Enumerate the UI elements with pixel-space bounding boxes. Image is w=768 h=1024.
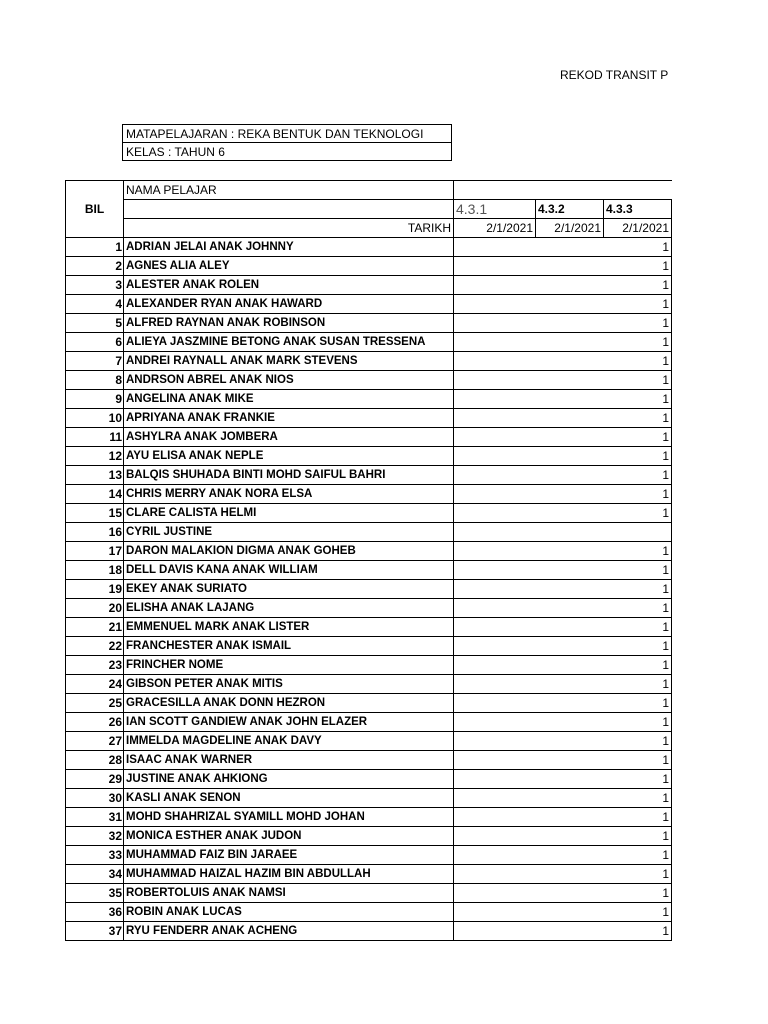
student-number-cell[interactable]: 35 [66,884,124,903]
page-title: REKOD TRANSIT P [560,68,669,82]
student-number-cell[interactable]: 20 [66,599,124,618]
student-name-cell[interactable]: ROBERTOLUIS ANAK NAMSI [124,884,454,903]
mark-cell[interactable]: 1 [454,789,672,808]
student-name-cell[interactable]: ALEXANDER RYAN ANAK HAWARD [124,295,454,314]
student-name-cell[interactable]: ANDREI RAYNALL ANAK MARK STEVENS [124,352,454,371]
table-row [66,751,672,770]
student-name-cell[interactable]: CLARE CALISTA HELMI [124,504,454,523]
mark-cell[interactable]: 1 [454,827,672,846]
student-name-cell[interactable]: GIBSON PETER ANAK MITIS [124,675,454,694]
mark-cell[interactable]: 1 [454,238,672,257]
student-number-cell[interactable]: 27 [66,732,124,751]
mark-cell[interactable]: 1 [454,295,672,314]
student-name-cell[interactable]: BALQIS SHUHADA BINTI MOHD SAIFUL BAHRI [124,466,454,485]
table-row [66,523,672,542]
student-number-cell[interactable]: 7 [66,352,124,371]
table-row [66,732,672,751]
mark-cell[interactable]: 1 [454,732,672,751]
table-row [66,466,672,485]
mark-cell[interactable]: 1 [454,713,672,732]
student-number-cell[interactable]: 8 [66,371,124,390]
student-record-table [65,180,672,941]
student-name-cell[interactable]: AYU ELISA ANAK NEPLE [124,447,454,466]
column-date-3: 2/1/2021 [604,219,672,238]
student-name-cell[interactable]: ALFRED RAYNAN ANAK ROBINSON [124,314,454,333]
student-number-cell[interactable]: 5 [66,314,124,333]
info-table [122,124,452,161]
student-number-cell[interactable]: 21 [66,618,124,637]
student-number-cell[interactable]: 25 [66,694,124,713]
student-number-cell[interactable]: 26 [66,713,124,732]
table-row [66,447,672,466]
student-name-cell[interactable]: CYRIL JUSTINE [124,523,454,542]
mark-cell[interactable]: 1 [454,485,672,504]
mark-cell[interactable]: 1 [454,656,672,675]
mark-cell[interactable]: 1 [454,903,672,922]
student-name-cell[interactable]: ANGELINA ANAK MIKE [124,390,454,409]
student-number-cell[interactable]: 14 [66,485,124,504]
subheader-blank-cell [124,200,454,219]
mark-cell[interactable]: 1 [454,333,672,352]
mark-cell[interactable]: 1 [454,352,672,371]
student-name-cell[interactable]: AGNES ALIA ALEY [124,257,454,276]
table-row [66,504,672,523]
student-number-cell[interactable]: 18 [66,561,124,580]
student-name-cell[interactable]: ALIEYA JASZMINE BETONG ANAK SUSAN TRESSENA [124,333,454,352]
table-row [66,808,672,827]
student-name-cell[interactable]: CHRIS MERRY ANAK NORA ELSA [124,485,454,504]
student-number-cell[interactable]: 32 [66,827,124,846]
student-number-cell[interactable]: 11 [66,428,124,447]
table-row [66,713,672,732]
student-number-cell[interactable]: 1 [66,238,124,257]
student-name-cell[interactable]: APRIYANA ANAK FRANKIE [124,409,454,428]
mark-cell[interactable]: 1 [454,371,672,390]
table-row [66,694,672,713]
student-number-cell[interactable]: 29 [66,770,124,789]
student-name-cell[interactable]: IAN SCOTT GANDIEW ANAK JOHN ELAZER [124,713,454,732]
mark-cell[interactable]: 1 [454,618,672,637]
table-row [66,903,672,922]
table-row [66,314,672,333]
student-number-cell[interactable]: 12 [66,447,124,466]
student-name-cell[interactable]: MUHAMMAD FAIZ BIN JARAEE [124,846,454,865]
mark-cell[interactable]: 1 [454,580,672,599]
student-name-cell[interactable]: ANDRSON ABREL ANAK NIOS [124,371,454,390]
mark-cell[interactable]: 1 [454,409,672,428]
student-name-cell[interactable]: DARON MALAKION DIGMA ANAK GOHEB [124,542,454,561]
table-row [66,409,672,428]
student-name-cell[interactable]: FRINCHER NOME [124,656,454,675]
table-row [66,352,672,371]
column-code-3: 4.3.3 [604,200,672,219]
table-row [66,257,672,276]
student-number-cell[interactable]: 37 [66,922,124,941]
mark-cell[interactable]: 1 [454,599,672,618]
student-number-cell[interactable]: 6 [66,333,124,352]
mark-cell[interactable]: 1 [454,428,672,447]
student-number-cell[interactable]: 13 [66,466,124,485]
student-name-cell[interactable]: KASLI ANAK SENON [124,789,454,808]
table-row [66,599,672,618]
mark-cell[interactable]: 1 [454,865,672,884]
student-number-cell[interactable]: 24 [66,675,124,694]
student-number-cell[interactable]: 28 [66,751,124,770]
header-blank-cell [454,181,672,200]
mark-cell[interactable]: 1 [454,884,672,903]
mark-cell[interactable]: 1 [454,561,672,580]
student-name-cell[interactable]: ROBIN ANAK LUCAS [124,903,454,922]
mark-cell[interactable]: 1 [454,390,672,409]
table-row [66,637,672,656]
mark-cell[interactable]: 1 [454,694,672,713]
student-number-cell[interactable]: 9 [66,390,124,409]
table-row [66,542,672,561]
student-number-cell[interactable]: 31 [66,808,124,827]
table-row [66,295,672,314]
mark-cell[interactable]: 1 [454,808,672,827]
student-number-cell[interactable]: 33 [66,846,124,865]
student-name-cell[interactable]: ASHYLRA ANAK JOMBERA [124,428,454,447]
table-row [66,561,672,580]
student-name-cell[interactable]: EKEY ANAK SURIATO [124,580,454,599]
mark-cell[interactable]: 1 [454,770,672,789]
student-name-cell[interactable]: MUHAMMAD HAIZAL HAZIM BIN ABDULLAH [124,865,454,884]
student-name-cell[interactable]: FRANCHESTER ANAK ISMAIL [124,637,454,656]
subject-cell[interactable]: MATAPELAJARAN : REKA BENTUK DAN TEKNOLOGI [123,125,452,143]
table-row [66,428,672,447]
mark-cell[interactable]: 1 [454,314,672,333]
table-row [66,922,672,941]
student-number-cell[interactable]: 22 [66,637,124,656]
student-name-cell[interactable]: ISAAC ANAK WARNER [124,751,454,770]
table-row [66,846,672,865]
mark-cell[interactable]: 1 [454,447,672,466]
student-number-cell[interactable]: 19 [66,580,124,599]
table-row [66,618,672,637]
mark-cell[interactable]: 1 [454,637,672,656]
student-name-cell[interactable]: JUSTINE ANAK AHKIONG [124,770,454,789]
table-row [66,390,672,409]
student-number-cell[interactable]: 34 [66,865,124,884]
student-number-cell[interactable]: 30 [66,789,124,808]
student-name-cell[interactable]: ALESTER ANAK ROLEN [124,276,454,295]
student-name-cell[interactable]: ADRIAN JELAI ANAK JOHNNY [124,238,454,257]
table-row [66,580,672,599]
bil-header: BIL [66,181,124,238]
student-number-cell[interactable]: 15 [66,504,124,523]
student-number-cell[interactable]: 36 [66,903,124,922]
table-row [66,485,672,504]
column-code-2: 4.3.2 [536,200,604,219]
table-row [66,865,672,884]
student-number-cell[interactable]: 17 [66,542,124,561]
mark-cell[interactable]: 1 [454,675,672,694]
mark-cell[interactable]: 1 [454,466,672,485]
column-date-2: 2/1/2021 [536,219,604,238]
student-number-cell[interactable]: 2 [66,257,124,276]
student-number-cell[interactable]: 4 [66,295,124,314]
mark-cell[interactable]: 1 [454,542,672,561]
column-date-1: 2/1/2021 [454,219,536,238]
table-row [66,770,672,789]
tarikh-label: TARIKH [124,219,454,238]
student-name-cell[interactable]: ELISHA ANAK LAJANG [124,599,454,618]
class-cell[interactable]: KELAS : TAHUN 6 [123,143,452,161]
student-name-cell[interactable]: RYU FENDERR ANAK ACHENG [124,922,454,941]
student-name-cell[interactable]: GRACESILLA ANAK DONN HEZRON [124,694,454,713]
mark-cell[interactable]: 1 [454,276,672,295]
student-name-cell[interactable]: EMMENUEL MARK ANAK LISTER [124,618,454,637]
student-name-cell[interactable]: MONICA ESTHER ANAK JUDON [124,827,454,846]
table-row [66,827,672,846]
student-name-cell[interactable]: DELL DAVIS KANA ANAK WILLIAM [124,561,454,580]
table-row [66,333,672,352]
mark-cell[interactable]: 1 [454,504,672,523]
table-row [66,789,672,808]
table-row [66,371,672,390]
mark-cell[interactable]: 1 [454,846,672,865]
table-row [66,238,672,257]
student-number-cell[interactable]: 16 [66,523,124,542]
mark-cell[interactable]: 1 [454,922,672,941]
student-name-cell[interactable]: MOHD SHAHRIZAL SYAMILL MOHD JOHAN [124,808,454,827]
column-code-1: 4.3.1 [454,200,536,219]
table-row [66,675,672,694]
student-number-cell[interactable]: 10 [66,409,124,428]
table-row [66,884,672,903]
name-header: NAMA PELAJAR [124,181,454,200]
mark-cell[interactable] [454,523,672,542]
student-number-cell[interactable]: 23 [66,656,124,675]
table-row [66,276,672,295]
student-name-cell[interactable]: IMMELDA MAGDELINE ANAK DAVY [124,732,454,751]
table-row [66,656,672,675]
mark-cell[interactable]: 1 [454,751,672,770]
mark-cell[interactable]: 1 [454,257,672,276]
student-number-cell[interactable]: 3 [66,276,124,295]
